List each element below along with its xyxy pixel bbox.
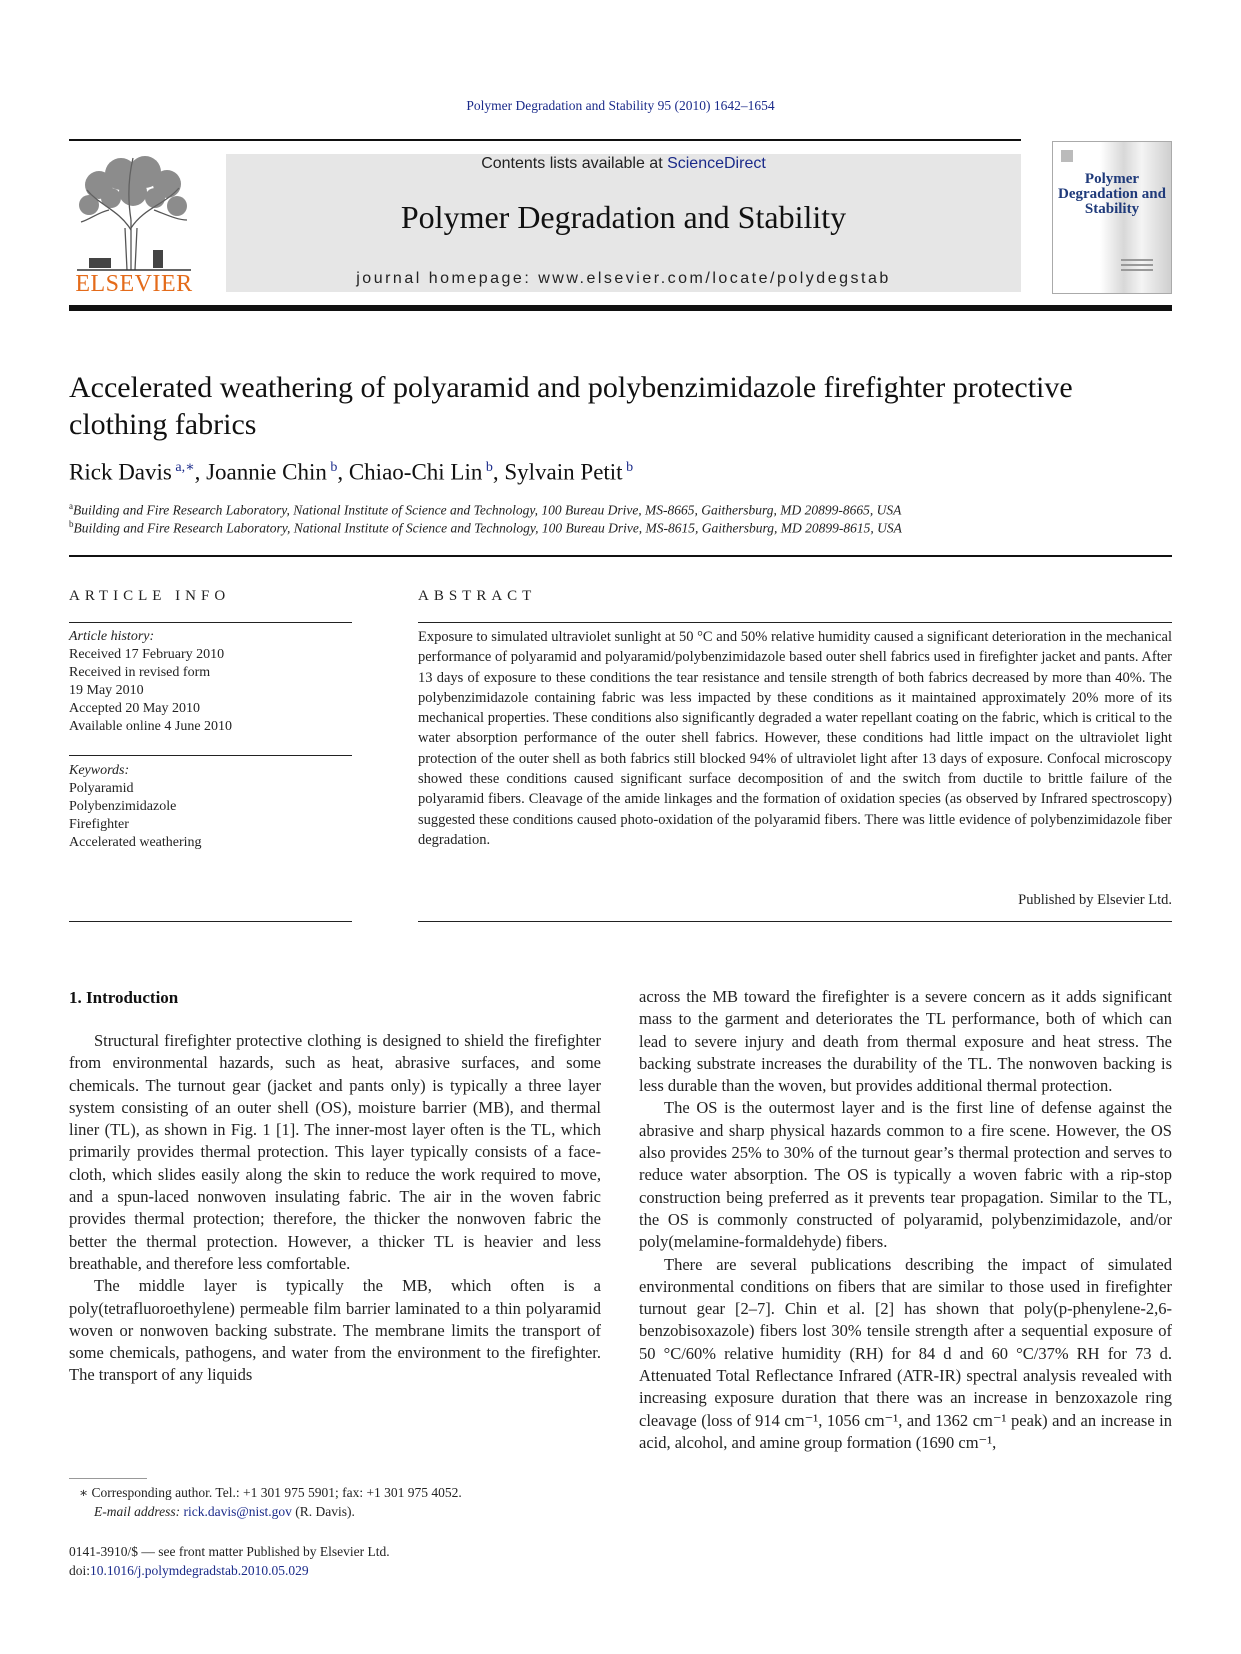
abstract-text: Exposure to simulated ultraviolet sunlight at 50 °C and 50% relative humidity caused a significant deterioration in the mechanical performance of polyaramid and polyaramid/polybenzimidazole based outer shell fabrics used in firefighter jacket and pants. After 13 days of exposure to these conditions the tear resistance and tensile strength of both fabrics decreased by more than 40%. The polybenzimidazole containing fabric was less impacted by these conditions as it maintained approximately 20% more of its mechanical properties. These conditions also significantly degraded a water repellant coating on the fabric, which is critical to the water absorption performance of the outer shell fabrics. However, these conditions had little impact on the ultraviolet light protection of the outer shell as both fabrics still blocked 94% of ultraviolet light after 13 days of exposure. Confocal microscopy showed these conditions caused significant surface decomposition of and the switch from ductile to brittle failure of the polyaramid fibers. Cleavage of the amide linkages and the formation of oxidation species (as observed by Infrared spectroscopy) suggested these conditions caused photo-oxidation of the polyaramid fibers. There was little evidence of polybenzimidazole fiber degradation. bbox=[418, 629, 1172, 848]
keyword-list bbox=[69, 780, 352, 852]
cover-title: Polymer Degradation and Stability bbox=[1058, 171, 1166, 217]
author-affiliation-marker[interactable]: a,∗ bbox=[171, 460, 195, 475]
header-rule bbox=[69, 139, 1021, 141]
author-separator: , bbox=[194, 459, 207, 485]
history-list bbox=[69, 646, 352, 736]
front-matter bbox=[69, 1543, 390, 1580]
publisher-name: ELSEVIER bbox=[75, 271, 193, 297]
doi-link[interactable]: 10.1016/j.polymdegradstab.2010.05.029 bbox=[90, 1562, 309, 1578]
history-item: Available online 4 June 2010 bbox=[69, 719, 233, 734]
footnote bbox=[79, 1484, 619, 1521]
author-name: Sylvain Petit bbox=[504, 459, 623, 485]
corresponding-author: ∗ Corresponding author. Tel.: +1 301 975 5901; fax: +1 301 975 4052. bbox=[79, 1485, 462, 1500]
body-paragraph: Structural firefighter protective clothing is designed to shield the firefighter from environmental hazards, such as heat, abrasive surfaces, and some chemicals. The turnout gear (jacket and pants only) is typically a three layer system consisting of an outer shell (OS), moisture barrier (MB), and thermal liner (TL), as shown in Fig. 1 [1]. The inner-most layer often is the TL, which primarily provides thermal protection. This layer typically consists of a face-cloth, which slides easily along the skin to reduce the work required to move, and a spun-laced nonwoven insulating fabric. The air in the woven fabric provides thermal protection; therefore, the thicker the nonwoven fabric the better the thermal protection. However, a thicker TL is heavier and less breathable, and therefore less comfortable. bbox=[69, 1031, 601, 1273]
tree-emblem-icon bbox=[69, 150, 199, 272]
article-title: Accelerated weathering of polyaramid and polybenzimidazole firefighter protective clothing fabrics bbox=[69, 371, 1073, 441]
keyword-item: Firefighter bbox=[69, 817, 129, 832]
journal-citation[interactable]: Polymer Degradation and Stability 95 (2010) 1642–1654 bbox=[466, 98, 775, 113]
divider bbox=[69, 755, 352, 756]
email-suffix: (R. Davis). bbox=[291, 1503, 355, 1519]
footnote-rule bbox=[69, 1478, 147, 1479]
history-item: Received in revised form bbox=[69, 665, 211, 680]
cover-text-lines bbox=[1121, 259, 1153, 274]
divider bbox=[418, 921, 1172, 922]
keywords-label: Keywords: bbox=[69, 763, 130, 778]
email-line bbox=[79, 1503, 619, 1522]
body-paragraph: across the MB toward the firefighter is a severe concern as it adds significant mass to the garment and deteriorates the TL performance, both of which can lead to severe injury and death from thermal exposure and heat stress. The backing substrate increases the durability of the TL. The nonwoven backing is less durable than the woven, but provides additional thermal protection. bbox=[639, 987, 1172, 1096]
divider bbox=[69, 921, 352, 922]
contents-prefix: Contents lists available at bbox=[481, 155, 668, 172]
section-heading: 1. Introduction bbox=[69, 988, 179, 1007]
body-paragraph: The middle layer is typically the MB, which often is a poly(tetrafluoroethylene) permeable film barrier laminated to a thin polyaramid woven or nonwoven backing substrate. The membrane limits the transport of some chemicals, pathogens, and water from the environment to the firefighter. The transport of any liquids bbox=[69, 1276, 601, 1385]
doi-line bbox=[69, 1562, 390, 1581]
author-separator: , bbox=[492, 459, 505, 485]
history-item: Received 17 February 2010 bbox=[69, 647, 225, 662]
author-affiliation-marker[interactable]: b bbox=[326, 460, 338, 475]
affiliation-marker: b bbox=[69, 519, 74, 529]
publisher-logo[interactable] bbox=[69, 150, 199, 298]
body-column-left bbox=[69, 1030, 601, 1387]
keyword-item: Polyaramid bbox=[69, 781, 134, 796]
keywords bbox=[69, 762, 352, 852]
author-affiliation-marker[interactable]: b bbox=[482, 460, 493, 475]
affiliation-text: Building and Fire Research Laboratory, National Institute of Science and Technology, 100 Bureau Drive, MS-8665, Gaithersburg, MD 20899-8665, USA bbox=[73, 502, 902, 518]
email-link[interactable]: rick.davis@nist.gov bbox=[183, 1503, 292, 1519]
issn-line: 0141-3910/$ — see front matter Published by Elsevier Ltd. bbox=[69, 1544, 390, 1559]
divider bbox=[69, 622, 352, 623]
sciencedirect-link[interactable]: ScienceDirect bbox=[667, 155, 766, 172]
affiliation-a bbox=[69, 501, 1169, 519]
journal-cover[interactable] bbox=[1052, 141, 1172, 294]
masthead-rule bbox=[69, 305, 1172, 311]
email-label: E-mail address: bbox=[94, 1503, 184, 1519]
author-name: Chiao-Chi Lin bbox=[348, 459, 483, 485]
body-paragraph: There are several publications describing the impact of simulated environmental conditions on fibers that are similar to those used in firefighter turnout gear [2–7]. Chin et al. [2] has shown that poly(p-phenylene-2,6-benzobisoxazole) fibers lost 30% tensile strength after a sequential exposure of 50 °C/60% relative humidity (RH) for 84 d and 60 °C/37% RH for 73 d. Attenuated Total Reflectance Infrared (ATR-IR) spectral analysis revealed with increasing exposure duration that there was an increase in benzoxazole ring cleavage (loss of 914 cm⁻¹, 1056 cm⁻¹, and 1362 cm⁻¹ peak) and an increase in acid, alcohol, and amine group formation (1690 cm⁻¹, bbox=[639, 1254, 1172, 1452]
keyword-item: Accelerated weathering bbox=[69, 835, 202, 850]
body-paragraph: The OS is the outermost layer and is the first line of defense against the abrasive and sharp physical hazards common to a fire scene. However, the OS also provides 25% to 30% of the turnout gear’s thermal protection and serves to reduce water absorption. The OS is typically a woven fabric with a rip-stop construction being preferred as it prevents tear propagation. Similar to the TL, the OS is commonly constructed of polyaramid, polybenzimidazole, and/or poly(melamine-formaldehyde) fibers. bbox=[639, 1098, 1172, 1252]
contents-line bbox=[226, 155, 1021, 173]
affiliation-b bbox=[69, 519, 1169, 537]
author-name: Joannie Chin bbox=[206, 459, 327, 485]
author-separator: , bbox=[337, 459, 349, 485]
journal-title[interactable]: Polymer Degradation and Stability bbox=[400, 199, 847, 235]
author-affiliation-marker[interactable]: b bbox=[622, 460, 634, 475]
author-name: Rick Davis bbox=[69, 459, 172, 485]
affiliation-marker: a bbox=[69, 501, 73, 511]
article-info-heading: ARTICLE INFO bbox=[69, 588, 231, 604]
author-list bbox=[69, 459, 633, 486]
published-by: Published by Elsevier Ltd. bbox=[1018, 892, 1172, 908]
doi-label: doi: bbox=[69, 1562, 91, 1578]
history-item: 19 May 2010 bbox=[69, 683, 144, 698]
journal-homepage[interactable]: journal homepage: www.elsevier.com/locate/polydegstab bbox=[356, 270, 891, 287]
body-column-right bbox=[639, 986, 1172, 1454]
journal-banner bbox=[226, 154, 1021, 292]
affiliation-text: Building and Fire Research Laboratory, National Institute of Science and Technology, 100 Bureau Drive, MS-8615, Gaithersburg, MD 20899-8615, USA bbox=[73, 520, 902, 536]
article-history bbox=[69, 628, 352, 736]
divider bbox=[418, 622, 1172, 623]
keyword-item: Polybenzimidazole bbox=[69, 799, 177, 814]
abstract-heading: ABSTRACT bbox=[418, 588, 537, 604]
history-label: Article history: bbox=[69, 629, 155, 644]
affiliation-rule bbox=[69, 555, 1172, 557]
cover-logo-icon bbox=[1061, 150, 1073, 162]
history-item: Accepted 20 May 2010 bbox=[69, 701, 201, 716]
